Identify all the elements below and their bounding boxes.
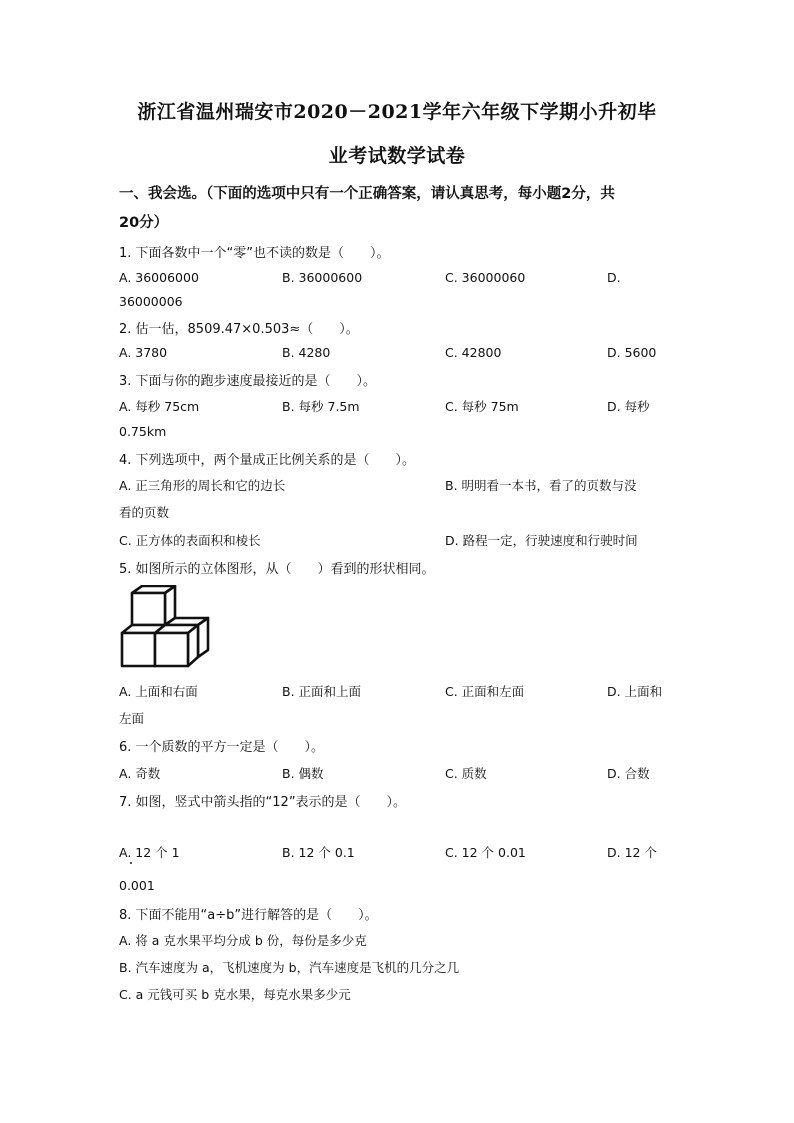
question-6-option-a: A. 奇数 — [119, 766, 161, 781]
front-left-cube-front-face — [122, 633, 155, 666]
question-1-stem: 1. 下面各数中一个“零”也不读的数是（ ）。 — [119, 246, 390, 261]
question-4-option-d: D. 路程一定，行驶速度和行驶时间 — [445, 533, 638, 548]
question-1-option-d: D. — [607, 270, 621, 285]
question-2-option-c: C. 42800 — [445, 345, 502, 360]
question-5-stem: 5. 如图所示的立体图形，从（ ）看到的形状相同。 — [119, 562, 435, 577]
question-8-option-c: C. a 元钱可买 b 克水果，每克水果多少元 — [119, 987, 351, 1002]
question-6-option-c: C. 质数 — [445, 766, 487, 781]
question-5-option-d: D. 上面和 — [607, 684, 663, 699]
question-7-option-d: D. 12 个 — [607, 845, 657, 860]
question-1-option-b: B. 36000600 — [282, 270, 363, 285]
back-right-cube-side-face — [198, 618, 208, 657]
question-5-option-a: A. 上面和右面 — [119, 684, 198, 699]
question-7-stem: 7. 如图，竖式中箭头指的“12”表示的是（ ）。 — [119, 795, 407, 810]
question-6-option-d: D. 合数 — [607, 766, 650, 781]
question-7-option-b: B. 12 个 0.1 — [282, 845, 355, 860]
question-4-option-b: B. 明明看一本书，看了的页数与没 — [445, 478, 637, 493]
cube-stack-figure — [119, 585, 213, 669]
front-right-cube-side-face — [188, 625, 198, 666]
question-4-option-b-wrap: 看的页数 — [119, 505, 170, 520]
question-3-option-b: B. 每秒 7.5m — [282, 399, 360, 414]
question-5-option-c: C. 正面和左面 — [445, 684, 525, 699]
question-8-stem: 8. 下面不能用“a÷b”进行解答的是（ ）。 — [119, 908, 378, 923]
question-2-option-d: D. 5600 — [607, 345, 657, 360]
question-7-option-c: C. 12 个 0.01 — [445, 845, 526, 860]
question-2-option-b: B. 4280 — [282, 345, 331, 360]
question-2-option-a: A. 3780 — [119, 345, 168, 360]
question-3-option-c: C. 每秒 75m — [445, 399, 519, 414]
question-1-option-c: C. 36000060 — [445, 270, 526, 285]
question-4-option-c: C. 正方体的表面积和棱长 — [119, 533, 261, 548]
question-5-option-d-wrap: 左面 — [119, 711, 145, 726]
question-4-option-a: A. 正三角形的周长和它的边长 — [119, 478, 286, 493]
question-3-option-a: A. 每秒 75cm — [119, 399, 200, 414]
stray-dot — [130, 862, 132, 864]
section-heading-line-2: 20分） — [119, 215, 169, 231]
question-2-stem: 2. 估一估，8509.47×0.503≈（ ）。 — [119, 322, 359, 337]
question-7-option-a: A. 12 个 1 — [119, 845, 180, 860]
question-7-option-d-wrap: 0.001 — [119, 878, 155, 893]
section-heading-line-1: 一、我会选。（下面的选项中只有一个正确答案，请认真思考，每小题2分，共 — [119, 186, 615, 202]
exam-title-line-2: 业考试数学试卷 — [328, 145, 466, 167]
exam-title-line-1: 浙江省温州瑞安市2020－2021学年六年级下学期小升初毕 — [137, 101, 657, 123]
question-3-option-d: D. 每秒 — [607, 399, 650, 414]
question-1-option-a: A. 36006000 — [119, 270, 199, 285]
question-3-option-d-wrap: 0.75km — [119, 424, 167, 439]
question-5-option-b: B. 正面和上面 — [282, 684, 362, 699]
question-4-stem: 4. 下列选项中，两个量成正比例关系的是（ ）。 — [119, 453, 416, 468]
question-6-option-b: B. 偶数 — [282, 766, 324, 781]
question-6-stem: 6. 一个质数的平方一定是（ ）。 — [119, 740, 325, 755]
question-3-stem: 3. 下面与你的跑步速度最接近的是（ ）。 — [119, 374, 377, 389]
question-8-option-b: B. 汽车速度为 a，飞机速度为 b，汽车速度是飞机的几分之几 — [119, 960, 460, 975]
question-8-option-a: A. 将 a 克水果平均分成 b 份，每份是多少克 — [119, 933, 367, 948]
top-cube-front-face — [132, 593, 165, 625]
front-right-cube-front-face — [155, 633, 188, 666]
question-1-option-d-wrap: 36000006 — [119, 294, 183, 309]
